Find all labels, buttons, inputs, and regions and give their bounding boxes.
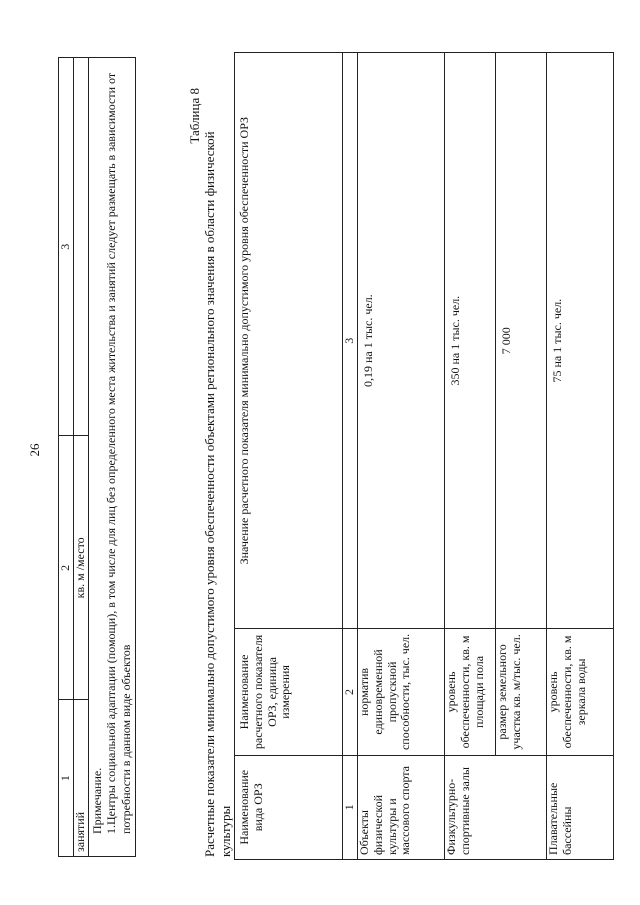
table-cell: уровень обеспеченности, кв. м зеркала воды — [547, 629, 614, 755]
note-title: Примечание. — [90, 767, 104, 834]
table-cell: Объекты физической культуры и массового спорта — [358, 755, 445, 859]
table-cell: Плавательные бассейны — [547, 755, 614, 859]
table-cell: кв. м /место — [74, 436, 89, 700]
note-cell — [89, 58, 136, 857]
header-cell: Наименование вида ОРЗ — [235, 755, 343, 859]
table-label: Таблица 8 — [187, 88, 202, 144]
table-cell: уровень обеспеченности, кв. м площади пола — [445, 629, 496, 755]
column-number: 3 — [343, 53, 358, 629]
table-caption: Расчетные показатели минимально допустимого уровня обеспеченности объектами регионального значения в области физической культуры — [202, 131, 233, 857]
page-number: 26 — [27, 443, 42, 457]
main-table — [234, 52, 614, 860]
table-cell: занятий — [74, 700, 89, 857]
table-row — [547, 53, 614, 860]
table-row — [74, 58, 89, 857]
table-header-row — [59, 58, 74, 857]
table-header-row — [235, 53, 343, 860]
column-number-row — [343, 53, 358, 860]
column-number: 3 — [59, 58, 74, 436]
table-cell: норматив единовременной пропускной способности, тыс. чел. — [358, 629, 445, 755]
table-row — [445, 53, 496, 860]
table-cell — [74, 58, 89, 436]
column-number: 2 — [343, 629, 358, 755]
table-cell: Физкультурно-спортивные залы — [445, 755, 547, 859]
table-cell: 350 на 1 тыс. чел. — [445, 53, 496, 629]
column-number: 1 — [343, 755, 358, 859]
header-cell: Наименование расчетного показателя ОРЗ, единица измерения — [235, 629, 343, 755]
note-text: 1.Центры социальной адаптации (помощи), в том числе для лиц без определенного места жительства и занятий следует размещать в зависимости от потребности в данном виде объектов — [104, 72, 133, 834]
table-cell: 75 на 1 тыс. чел. — [547, 53, 614, 629]
continuation-table — [58, 57, 136, 857]
table-cell: 0,19 на 1 тыс. чел. — [358, 53, 445, 629]
note-row — [89, 58, 136, 857]
table-row — [358, 53, 445, 860]
column-number: 2 — [59, 436, 74, 700]
table-row — [496, 53, 547, 860]
table-cell: размер земельного участка кв. м/тыс. чел. — [496, 629, 547, 755]
header-cell: Значение расчетного показателя минимально допустимого уровня обеспеченности ОРЗ — [235, 53, 343, 629]
column-number: 1 — [59, 700, 74, 857]
table-cell: 7 000 — [496, 53, 547, 629]
